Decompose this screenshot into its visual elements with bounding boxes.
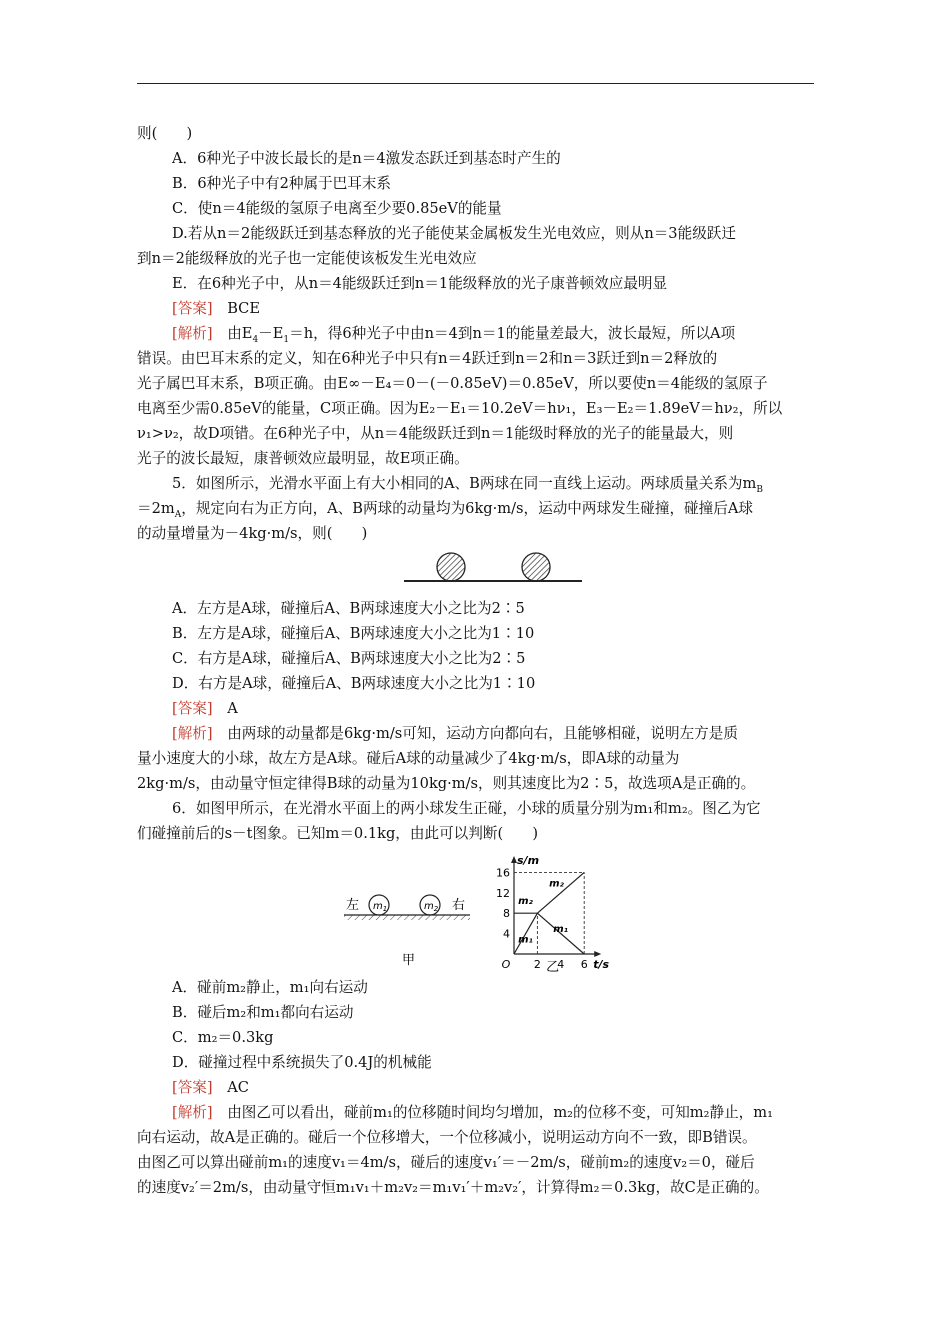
ball-left [437,553,465,581]
y-tick-label: 4 [503,927,510,941]
floor-hatch [344,915,470,920]
q5-option-d: D．右方是A球，碰撞后A、B两球速度大小之比为1∶10 [172,675,536,692]
q5-option-a: A．左方是A球，碰撞后A、B两球速度大小之比为2∶5 [172,600,525,617]
q6-analysis-tag: [解析] [172,1104,213,1121]
q4-option-d-line2: 到n＝2能级释放的光子也一定能使该板发生光电效应 [137,250,477,267]
q4-analysis-line6: 光子的波长最短，康普顿效应最明显，故E项正确。 [137,450,469,467]
q4-a1-mid: －E [258,325,284,342]
q4-a1-pre: 由E [227,325,253,342]
q4-option-d-line1: D.若从n＝2能级跃迁到基态释放的光子能使某金属板发生光电效应，则从n＝3能级跃迁 [172,225,736,242]
q6-analysis-line1 [172,1100,773,1125]
q5-answer-line [172,696,238,721]
origin-label: O [501,958,511,971]
figure-jia [340,885,480,970]
q6-option-d: D．碰撞过程中系统损失了0.4J的机械能 [172,1054,432,1071]
y-tick-label: 8 [503,907,510,921]
q6-answer: AC [227,1079,249,1096]
x-axis-arrow [594,951,601,957]
q5-s1: 5．如图所示，光滑水平面上有大小相同的A、B两球在同一直线上运动。两球质量关系为m [172,475,757,492]
q5-analysis-tag: [解析] [172,725,213,742]
x-tick-label: 6 [580,958,588,971]
q5-option-c: C．右方是A球，碰撞后A、B两球速度大小之比为2∶5 [172,650,526,667]
series-label: m₁ [518,934,533,946]
series-label: m₂ [549,878,564,890]
ball-m2-label: $m_2$ [424,901,439,913]
q4-answer: BCE [227,300,261,317]
ball-m1-label: $m_1$ [373,901,388,913]
q6-option-b: B．碰后m₂和m₁都向右运动 [172,1004,354,1021]
q4-analysis-line4: 电离至少需0.85eV的能量，C项正确。因为E₂－E₁＝10.2eV＝hν₁，E₃－E₂＝1.89eV＝hν₂，所以 [137,400,783,417]
header-rule [137,83,814,84]
q6-stem-line2: 们碰撞前后的s－t图象。已知m＝0.1kg，由此可以判断( ) [137,825,539,842]
q4-option-e: E．在6种光子中，从n＝4能级跃迁到n＝1能级释放的光子康普顿效应最明显 [172,275,668,292]
q4-answer-tag: [答案] [172,300,213,317]
series-label: m₂ [518,896,533,908]
q5-s1-sub: B [756,484,763,495]
q5-s2: ＝2m [137,500,175,517]
y-tick-label: 16 [496,866,510,880]
label-left: 左 [346,898,360,913]
label-right: 右 [452,898,466,913]
caption-yi: 乙 [546,960,560,974]
y-tick-label: 12 [496,886,510,900]
q4-stem-end: 则( ) [137,125,193,142]
q6-a1: 由图乙可以看出，碰前m₁的位移随时间均匀增加，m₂的位移不变，可知m₂静止，m₁ [227,1104,773,1121]
q5-option-b: B．左方是A球，碰撞后A、B两球速度大小之比为1∶10 [172,625,535,642]
q4-option-b: B．6种光子中有2种属于巴耳末系 [172,175,392,192]
q4-a1-post: ＝h，得6种光子中由n＝4到n＝1的能量差最大，波长最短，所以A项 [289,325,736,342]
q4-a1-sub1: 4 [252,334,259,345]
q4-analysis-line5: ν₁>ν₂，故D项错。在6种光子中，从n＝4能级跃迁到n＝1能级时释放的光子的能量最大，则 [137,425,734,442]
q5-answer-tag: [答案] [172,700,213,717]
q5-two-balls-figure [400,547,586,589]
q6-stem-line1: 6．如图甲所示，在光滑水平面上的两小球发生正碰，小球的质量分别为m₁和m₂。图乙为它 [172,800,761,817]
q6-answer-tag: [答案] [172,1079,213,1096]
figure-yi-st-chart [490,852,650,974]
ball-right [522,553,550,581]
q4-answer-line [172,296,260,321]
x-tick-label: 2 [533,958,541,971]
q5-analysis-line3: 2kg·m/s，由动量守恒定律得B球的动量为10kg·m/s，则其速度比为2∶5，故选项A是正确的。 [137,775,756,792]
q6-analysis-line4: 的速度v₂′＝2m/s，由动量守恒m₁v₁＋m₂v₂＝m₁v₁′＋m₂v₂′，计算得m₂＝0.3kg，故C是正确的。 [137,1179,769,1196]
q5-stem-line3: 的动量增量为－4kg·m/s，则( ) [137,525,368,542]
q5-a1: 由两球的动量都是6kg·m/s可知，运动方向都向右，且能够相碰，说明左方是质 [227,725,738,742]
q6-option-c: C．m₂＝0.3kg [172,1029,274,1046]
q4-option-a: A．6种光子中波长最长的是n＝4激发态跃迁到基态时产生的 [172,150,561,167]
q5-analysis-line1 [172,721,738,746]
q5-s2-sub: A [174,509,182,520]
q4-a1-sub2: 1 [283,334,290,345]
q6-analysis-line2: 向右运动，故A是正确的。碰后一个位移增大，一个位移减小，说明运动方向不一致，即B错误。 [137,1129,757,1146]
q6-answer-line [172,1075,249,1100]
q6-option-a: A．碰前m₂静止，m₁向右运动 [172,979,368,996]
y-axis-label: s/m [517,854,540,867]
q4-analysis-line3: 光子属巴耳末系，B项正确。由E∞－E₄＝0－(－0.85eV)＝0.85eV，所以要使n＝4能级的氢原子 [137,375,768,392]
x-tick-label: 4 [557,958,565,971]
q5-s2-post: ，规定向右为正方向，A、B两球的动量均为6kg·m/s，运动中两球发生碰撞，碰撞后A球 [181,500,753,517]
q4-option-c: C．使n＝4能级的氢原子电离至少要0.85eV的能量 [172,200,502,217]
x-axis-label: t/s [593,958,610,971]
q5-analysis-line2: 量小速度大的小球，故左方是A球。碰后A球的动量减少了4kg·m/s，即A球的动量为 [137,750,680,767]
q5-answer: A [227,700,238,717]
q4-analysis-line2: 错误。由巴耳末系的定义，知在6种光子中只有n＝4跃迁到n＝2和n＝3跃迁到n＝2释放的 [137,350,718,367]
q6-analysis-line3: 由图乙可以算出碰前m₁的速度v₁＝4m/s，碰后的速度v₁′＝－2m/s，碰前m₂的速度v₂＝0，碰后 [137,1154,755,1171]
caption-jia: 甲 [402,953,416,968]
series-label: m₁ [553,924,569,936]
q4-analysis-tag: [解析] [172,325,213,342]
